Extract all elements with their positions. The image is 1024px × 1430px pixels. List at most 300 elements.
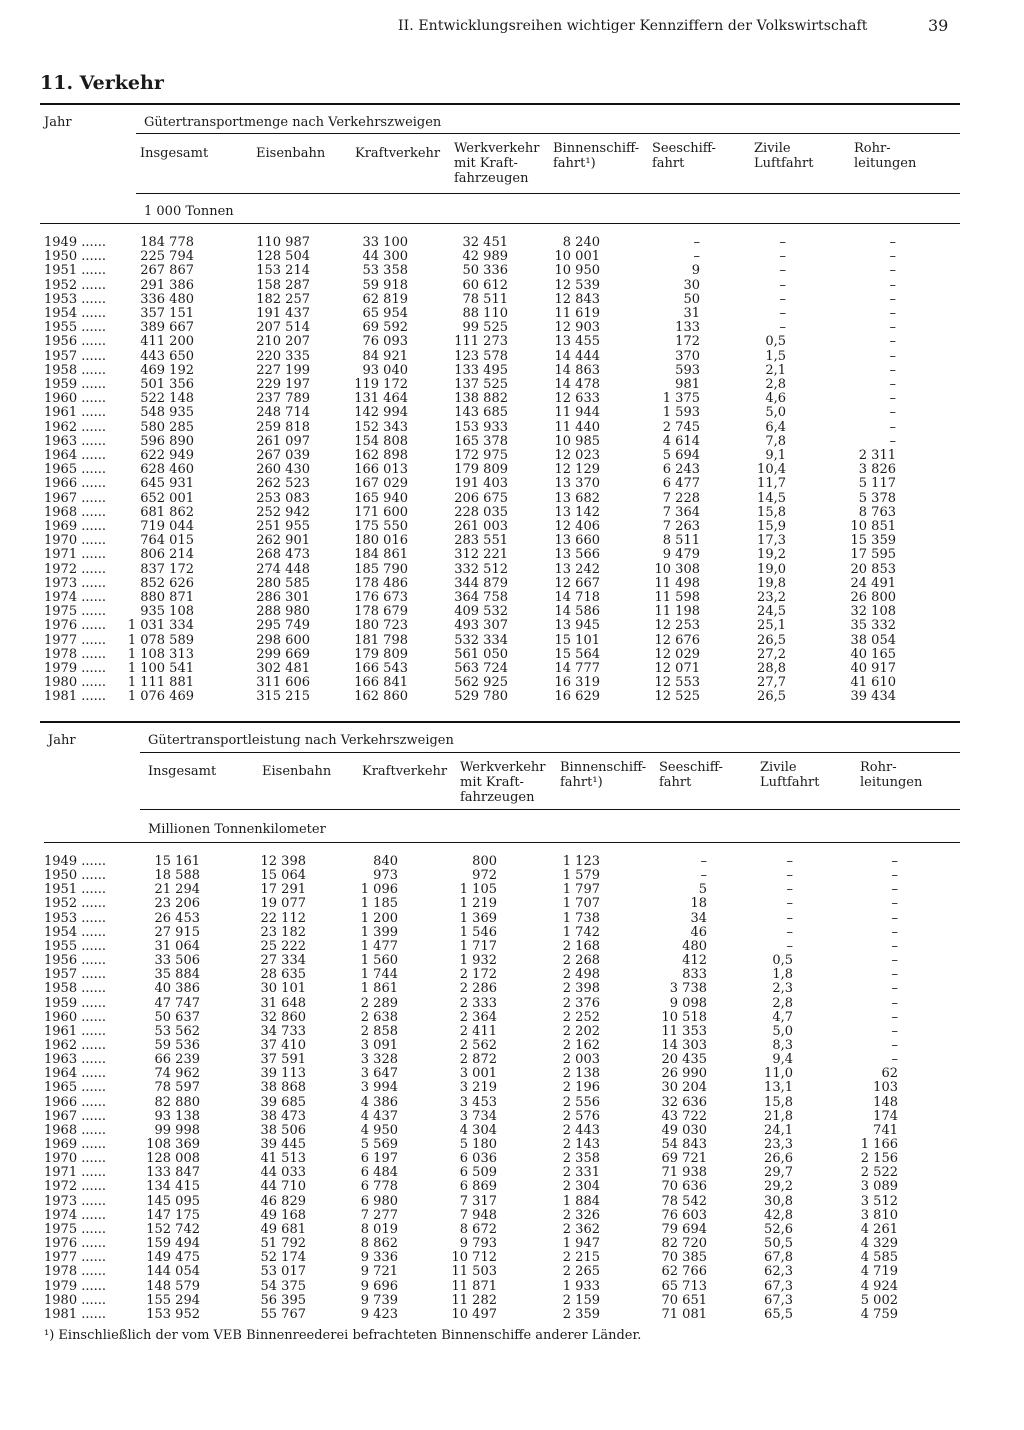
value-cell: 65 713 — [661, 1278, 707, 1294]
value-cell: 12 129 — [554, 462, 600, 478]
value-cell: – — [693, 249, 700, 265]
value-cell: 40 386 — [154, 981, 200, 997]
value-cell: 8 672 — [459, 1221, 497, 1237]
value-cell: 580 285 — [140, 419, 194, 435]
year-cell: 1970 ...... — [44, 533, 107, 549]
value-cell: 27,2 — [757, 646, 786, 662]
table-row — [0, 1081, 1024, 1095]
column-header-werkverkehr: Werkverkehr mit Kraft- fahrzeugen — [454, 141, 540, 186]
value-cell: 103 — [873, 1080, 898, 1096]
value-cell: 2 252 — [562, 1009, 600, 1025]
year-cell: 1974 ...... — [44, 590, 107, 605]
table-row — [0, 264, 1024, 278]
value-cell: 70 636 — [661, 1179, 707, 1195]
value-cell: 298 600 — [256, 632, 310, 648]
value-cell: 179 809 — [454, 462, 508, 478]
value-cell: 52 174 — [260, 1250, 306, 1266]
value-cell: 25 222 — [260, 938, 306, 954]
year-cell: 1973 ...... — [44, 575, 107, 591]
value-cell: – — [889, 263, 896, 279]
table-row — [0, 378, 1024, 392]
value-cell: 1 200 — [360, 910, 398, 926]
value-cell: 1 742 — [562, 924, 600, 940]
table-row — [0, 321, 1024, 335]
value-cell: 7,8 — [765, 433, 786, 449]
value-cell: 480 — [682, 938, 707, 954]
value-cell: 1 707 — [562, 896, 600, 912]
value-cell: 12 633 — [554, 391, 600, 407]
value-cell: 229 197 — [256, 377, 310, 392]
value-cell: 78 511 — [462, 291, 508, 307]
column-header-kraftverkehr: Kraftverkehr — [362, 764, 448, 779]
value-cell: 2 156 — [860, 1151, 898, 1167]
value-cell: 681 862 — [140, 504, 194, 520]
value-cell: 2 522 — [860, 1165, 898, 1181]
value-cell: 6 197 — [360, 1151, 398, 1167]
value-cell: 82 880 — [154, 1094, 200, 1110]
value-cell: 10 985 — [554, 433, 600, 449]
value-cell: 28 635 — [260, 967, 306, 983]
group-rule — [136, 133, 960, 134]
value-cell: 5 002 — [860, 1292, 898, 1308]
table-row — [0, 1138, 1024, 1152]
value-cell: 622 949 — [140, 448, 194, 463]
value-cell: 3 994 — [360, 1080, 398, 1096]
year-cell: 1979 ...... — [44, 661, 107, 676]
value-cell: – — [786, 924, 793, 940]
value-cell: 78 597 — [154, 1080, 200, 1096]
value-cell: 181 798 — [354, 632, 408, 648]
value-cell: 31 064 — [154, 938, 200, 954]
value-cell: 180 016 — [354, 533, 408, 549]
value-cell: – — [891, 910, 898, 926]
value-cell: 49 168 — [260, 1207, 306, 1223]
value-cell: 2 562 — [459, 1037, 497, 1053]
value-cell: 70 385 — [661, 1250, 707, 1266]
value-cell: 176 673 — [354, 590, 408, 605]
year-cell: 1964 ...... — [44, 1066, 107, 1082]
value-cell: 175 550 — [354, 519, 408, 534]
value-cell: 31 648 — [260, 995, 306, 1011]
value-cell: 17 291 — [260, 882, 306, 898]
value-cell: 11 282 — [451, 1292, 497, 1308]
year-column-label: Jahr — [44, 115, 72, 130]
value-cell: 259 818 — [256, 419, 310, 435]
value-cell: 172 — [675, 334, 700, 350]
value-cell: 50 637 — [154, 1009, 200, 1025]
value-cell: 336 480 — [140, 291, 194, 307]
value-cell: 2 304 — [562, 1179, 600, 1195]
value-cell: 38 506 — [260, 1122, 306, 1138]
table-row — [0, 912, 1024, 926]
value-cell: – — [889, 235, 896, 250]
value-cell: 522 148 — [140, 391, 194, 407]
value-cell: 411 200 — [140, 334, 194, 350]
value-cell: 1 477 — [360, 938, 398, 954]
year-cell: 1962 ...... — [44, 419, 107, 435]
year-cell: 1955 ...... — [44, 320, 107, 336]
value-cell: 148 579 — [146, 1278, 200, 1294]
value-cell: 40 165 — [850, 646, 896, 662]
year-cell: 1968 ...... — [44, 1122, 107, 1138]
unit-rule — [44, 842, 960, 843]
value-cell: 12 253 — [654, 618, 700, 634]
value-cell: 35 884 — [154, 967, 200, 983]
value-cell: 2 286 — [459, 981, 497, 997]
table-row — [0, 1053, 1024, 1067]
value-cell: 2 333 — [459, 995, 497, 1011]
value-cell: 2 576 — [562, 1108, 600, 1124]
value-cell: 15 064 — [260, 868, 306, 884]
value-cell: 311 606 — [256, 675, 310, 691]
year-cell: 1973 ...... — [44, 1193, 107, 1209]
table-row — [0, 676, 1024, 690]
section-title: 11. Verkehr — [40, 72, 164, 94]
table-row — [0, 883, 1024, 897]
value-cell: 29,7 — [764, 1165, 793, 1181]
value-cell: 227 199 — [256, 362, 310, 378]
table-row — [0, 1124, 1024, 1138]
value-cell: 3 001 — [459, 1066, 497, 1082]
value-cell: 593 — [675, 362, 700, 378]
value-cell: 24,1 — [764, 1122, 793, 1138]
header-rule — [136, 193, 960, 194]
table-row — [0, 335, 1024, 349]
year-cell: 1976 ...... — [44, 1236, 107, 1252]
value-cell: 20 853 — [850, 561, 896, 577]
value-cell: – — [779, 291, 786, 307]
value-cell: 1 738 — [562, 910, 600, 926]
value-cell: 3 328 — [360, 1052, 398, 1068]
value-cell: 4 585 — [860, 1250, 898, 1266]
group-label: Gütertransportleistung nach Verkehrszweigen — [148, 733, 454, 748]
value-cell: 315 215 — [256, 689, 310, 705]
value-cell: – — [889, 419, 896, 435]
year-cell: 1972 ...... — [44, 1179, 107, 1195]
value-cell: 11 353 — [661, 1023, 707, 1039]
year-cell: 1950 ...... — [44, 249, 107, 265]
value-cell: 70 651 — [661, 1292, 707, 1308]
value-cell: 206 675 — [454, 490, 508, 506]
value-cell: – — [889, 391, 896, 407]
value-cell: 15 161 — [154, 854, 200, 869]
year-cell: 1961 ...... — [44, 1023, 107, 1039]
value-cell: 11 503 — [451, 1264, 497, 1280]
column-header-eisenbahn: Eisenbahn — [262, 764, 332, 779]
value-cell: 41 610 — [850, 675, 896, 691]
value-cell: 37 410 — [260, 1037, 306, 1053]
value-cell: 2 202 — [562, 1023, 600, 1039]
group-rule — [140, 752, 960, 753]
value-cell: 7 277 — [360, 1207, 398, 1223]
value-cell: – — [779, 320, 786, 336]
value-cell: 67,8 — [764, 1250, 793, 1266]
value-cell: 93 040 — [362, 362, 408, 378]
value-cell: 39 113 — [260, 1066, 306, 1082]
year-cell: 1951 ...... — [44, 263, 107, 279]
value-cell: 51 792 — [260, 1236, 306, 1252]
value-cell: 274 448 — [256, 561, 310, 577]
value-cell: 191 437 — [256, 306, 310, 321]
value-cell: 24 491 — [850, 575, 896, 591]
value-cell: 260 430 — [256, 462, 310, 478]
unit-rule — [40, 223, 960, 224]
value-cell: 142 994 — [354, 405, 408, 421]
value-cell: 2 162 — [562, 1037, 600, 1053]
value-cell: 4 759 — [860, 1306, 898, 1322]
value-cell: 27 915 — [154, 924, 200, 940]
table-row — [0, 1039, 1024, 1053]
value-cell: – — [891, 1009, 898, 1025]
value-cell: 10 518 — [661, 1009, 707, 1025]
value-cell: 59 918 — [362, 277, 408, 293]
value-cell: 46 — [690, 924, 707, 940]
value-cell: 1 744 — [360, 967, 398, 983]
value-cell: 764 015 — [140, 533, 194, 549]
value-cell: 237 789 — [256, 391, 310, 407]
value-cell: 88 110 — [462, 306, 508, 321]
value-cell: 13,1 — [764, 1080, 793, 1096]
value-cell: 11 598 — [654, 590, 700, 605]
value-cell: 44 300 — [362, 249, 408, 265]
value-cell: 2 362 — [562, 1221, 600, 1237]
value-cell: 30 101 — [260, 981, 306, 997]
value-cell: 76 603 — [661, 1207, 707, 1223]
value-cell: 4 719 — [860, 1264, 898, 1280]
table-row — [0, 690, 1024, 704]
value-cell: 4 304 — [459, 1122, 497, 1138]
table-row — [0, 1223, 1024, 1237]
value-cell: – — [891, 854, 898, 869]
value-cell: 332 512 — [454, 561, 508, 577]
value-cell: – — [889, 348, 896, 364]
value-cell: 1 546 — [459, 924, 497, 940]
value-cell: 283 551 — [454, 533, 508, 549]
value-cell: 10 308 — [654, 561, 700, 577]
value-cell: 152 742 — [146, 1221, 200, 1237]
table-row — [0, 926, 1024, 940]
table-row — [0, 279, 1024, 293]
value-cell: 280 585 — [256, 575, 310, 591]
value-cell: – — [786, 854, 793, 869]
value-cell: 178 486 — [354, 575, 408, 591]
value-cell: 76 093 — [362, 334, 408, 350]
value-cell: 11 440 — [554, 419, 600, 435]
value-cell: 15 359 — [850, 533, 896, 549]
column-header-binnenschiffahrt: Binnenschiff- fahrt¹) — [553, 141, 640, 171]
value-cell: 5,0 — [772, 1023, 793, 1039]
value-cell: 50 — [683, 291, 700, 307]
value-cell: 6 980 — [360, 1193, 398, 1209]
value-cell: 16 319 — [554, 675, 600, 691]
value-cell: 2 364 — [459, 1009, 497, 1025]
value-cell: 412 — [682, 953, 707, 969]
table-row — [0, 662, 1024, 676]
value-cell: 1 717 — [459, 938, 497, 954]
value-cell: 13 455 — [554, 334, 600, 350]
year-cell: 1958 ...... — [44, 362, 107, 378]
value-cell: 158 287 — [256, 277, 310, 293]
value-cell: – — [786, 938, 793, 954]
value-cell: 71 938 — [661, 1165, 707, 1181]
year-cell: 1977 ...... — [44, 1250, 107, 1266]
year-cell: 1977 ...... — [44, 632, 107, 648]
value-cell: – — [891, 995, 898, 1011]
year-cell: 1979 ...... — [44, 1278, 107, 1294]
value-cell: 267 867 — [140, 263, 194, 279]
value-cell: 2 745 — [662, 419, 700, 435]
value-cell: 46 829 — [260, 1193, 306, 1209]
value-cell: – — [779, 235, 786, 250]
value-cell: 2 143 — [562, 1137, 600, 1152]
year-cell: 1962 ...... — [44, 1037, 107, 1053]
value-cell: 178 679 — [354, 604, 408, 620]
value-cell: 501 356 — [140, 377, 194, 392]
year-cell: 1963 ...... — [44, 1052, 107, 1068]
table-row — [0, 954, 1024, 968]
value-cell: 99 525 — [462, 320, 508, 336]
value-cell: – — [786, 896, 793, 912]
year-cell: 1950 ...... — [44, 868, 107, 884]
value-cell: – — [786, 882, 793, 898]
value-cell: 23 182 — [260, 924, 306, 940]
value-cell: – — [889, 377, 896, 392]
value-cell: 806 214 — [140, 547, 194, 563]
year-cell: 1972 ...... — [44, 561, 107, 577]
value-cell: 128 504 — [256, 249, 310, 265]
value-cell: – — [889, 405, 896, 421]
value-cell: 4 950 — [360, 1122, 398, 1138]
value-cell: 1 105 — [459, 882, 497, 898]
value-cell: 2 215 — [562, 1250, 600, 1266]
value-cell: 11 498 — [654, 575, 700, 591]
value-cell: 8 763 — [858, 504, 896, 520]
unit-label: 1 000 Tonnen — [144, 204, 234, 219]
value-cell: 4,7 — [772, 1009, 793, 1025]
table-row — [0, 435, 1024, 449]
value-cell: 2 268 — [562, 953, 600, 969]
value-cell: 7 263 — [662, 519, 700, 534]
value-cell: 409 532 — [454, 604, 508, 620]
table-row — [0, 1180, 1024, 1194]
value-cell: 6 484 — [360, 1165, 398, 1181]
value-cell: 225 794 — [140, 249, 194, 265]
value-cell: 165 940 — [354, 490, 408, 506]
value-cell: 3 219 — [459, 1080, 497, 1096]
table-row — [0, 449, 1024, 463]
value-cell: 1 369 — [459, 910, 497, 926]
value-cell: – — [693, 235, 700, 250]
value-cell: 13 242 — [554, 561, 600, 577]
table-row — [0, 364, 1024, 378]
value-cell: 133 847 — [146, 1165, 200, 1181]
value-cell: 171 600 — [354, 504, 408, 520]
value-cell: 119 172 — [354, 377, 408, 392]
value-cell: 9 793 — [459, 1236, 497, 1252]
value-cell: 12 406 — [554, 519, 600, 534]
year-cell: 1975 ...... — [44, 1221, 107, 1237]
value-cell: 15 564 — [554, 646, 600, 662]
value-cell: 833 — [682, 967, 707, 983]
table-row — [0, 940, 1024, 954]
value-cell: 1 166 — [860, 1137, 898, 1152]
value-cell: 26 800 — [850, 590, 896, 605]
value-cell: 645 931 — [140, 476, 194, 492]
table-row — [0, 392, 1024, 406]
value-cell: 25,1 — [757, 618, 786, 634]
year-cell: 1970 ...... — [44, 1151, 107, 1167]
value-cell: 2 498 — [562, 967, 600, 983]
value-cell: 7 364 — [662, 504, 700, 520]
value-cell: 148 — [873, 1094, 898, 1110]
value-cell: 5 694 — [662, 448, 700, 463]
year-column-label: Jahr — [48, 733, 76, 748]
year-cell: 1959 ...... — [44, 995, 107, 1011]
value-cell: 18 588 — [154, 868, 200, 884]
year-cell: 1969 ...... — [44, 519, 107, 534]
value-cell: 26,5 — [757, 632, 786, 648]
year-cell: 1953 ...... — [44, 291, 107, 307]
value-cell: 389 667 — [140, 320, 194, 336]
value-cell: 6 509 — [459, 1165, 497, 1181]
value-cell: 13 660 — [554, 533, 600, 549]
value-cell: 29,2 — [764, 1179, 793, 1195]
value-cell: 11 198 — [654, 604, 700, 620]
value-cell: – — [891, 924, 898, 940]
value-cell: 166 543 — [354, 661, 408, 676]
value-cell: 12 029 — [654, 646, 700, 662]
value-cell: 8 019 — [360, 1221, 398, 1237]
value-cell: 1 593 — [662, 405, 700, 421]
value-cell: 251 955 — [256, 519, 310, 534]
year-cell: 1949 ...... — [44, 235, 107, 250]
value-cell: 166 013 — [354, 462, 408, 478]
value-cell: 1 123 — [562, 854, 600, 869]
value-cell: 563 724 — [454, 661, 508, 676]
table-row — [0, 506, 1024, 520]
table-row — [0, 1251, 1024, 1265]
year-cell: 1964 ...... — [44, 448, 107, 463]
year-cell: 1978 ...... — [44, 1264, 107, 1280]
value-cell: 12 903 — [554, 320, 600, 336]
value-cell: 32 108 — [850, 604, 896, 620]
value-cell: 65 954 — [362, 306, 408, 321]
value-cell: 10 712 — [451, 1250, 497, 1266]
value-cell: 50 336 — [462, 263, 508, 279]
value-cell: 128 008 — [146, 1151, 200, 1167]
value-cell: 42 989 — [462, 249, 508, 265]
value-cell: 14 777 — [554, 661, 600, 676]
value-cell: 59 536 — [154, 1037, 200, 1053]
year-cell: 1949 ...... — [44, 854, 107, 869]
value-cell: 2,1 — [765, 362, 786, 378]
value-cell: 53 562 — [154, 1023, 200, 1039]
value-cell: 2 398 — [562, 981, 600, 997]
year-cell: 1954 ...... — [44, 924, 107, 940]
value-cell: 21 294 — [154, 882, 200, 898]
value-cell: 291 386 — [140, 277, 194, 293]
value-cell: 295 749 — [256, 618, 310, 634]
running-title: II. Entwicklungsreihen wichtiger Kennziffern der Volkswirtschaft — [398, 18, 868, 34]
year-cell: 1957 ...... — [44, 348, 107, 364]
year-cell: 1954 ...... — [44, 306, 107, 321]
value-cell: 10 950 — [554, 263, 600, 279]
value-cell: 2 376 — [562, 995, 600, 1011]
value-cell: 2 872 — [459, 1052, 497, 1068]
value-cell: 38 868 — [260, 1080, 306, 1096]
value-cell: 12 525 — [654, 689, 700, 705]
value-cell: 33 506 — [154, 953, 200, 969]
